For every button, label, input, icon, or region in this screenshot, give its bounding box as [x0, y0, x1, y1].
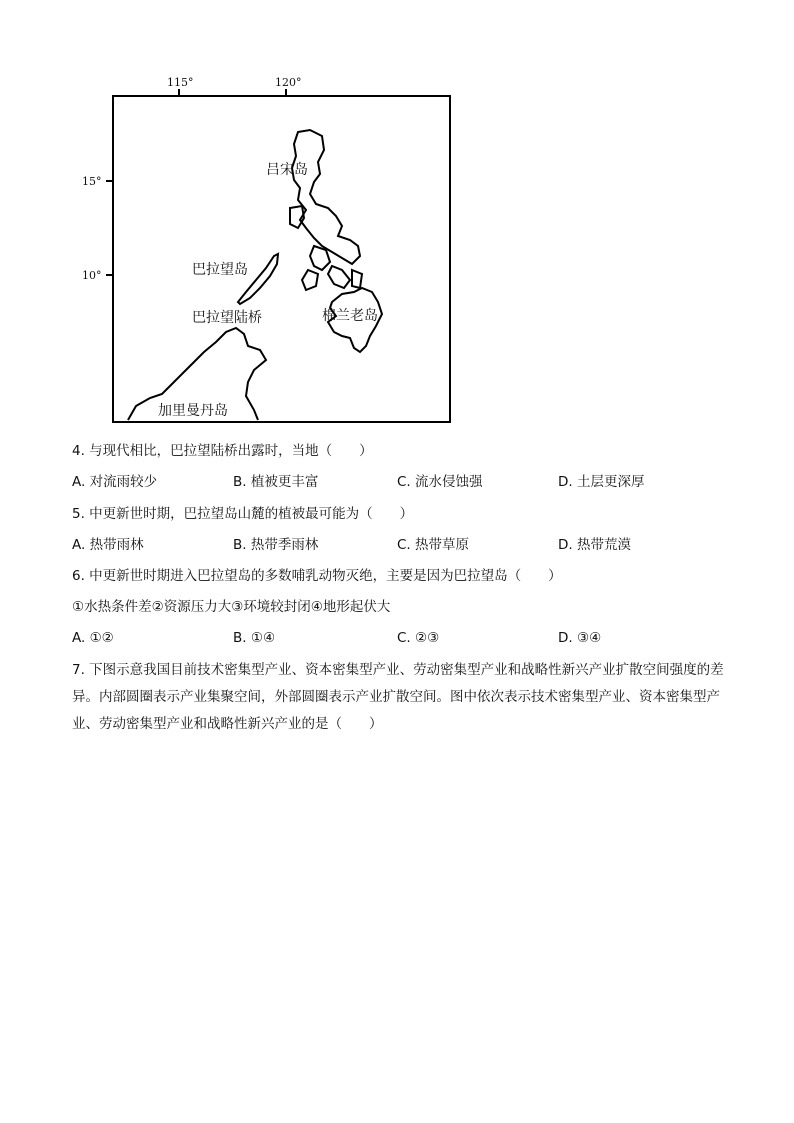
- question-7-stem: 7. 下图示意我国目前技术密集型产业、资本密集型产业、劳动密集型产业和战略性新兴产业扩散空间强度的差异。内部圆圈表示产业集聚空间，外部圆圈表示产业扩散空间。图中依次表示技术密集型产业、资本密集型产业、劳动密集型产业和战略性新兴产业的是（ ）: [72, 662, 724, 732]
- label-palawan: 巴拉望岛: [192, 262, 248, 278]
- lat-tick-label-15: 15°: [82, 175, 102, 188]
- map-figure: [70, 70, 470, 430]
- luzon-island: [292, 130, 360, 264]
- question-6-option-b[interactable]: B. ①④: [233, 630, 276, 646]
- lat-tick-label-10: 10°: [82, 269, 102, 282]
- question-4-option-a[interactable]: A. 对流雨较少: [72, 474, 158, 490]
- map-frame: [113, 96, 450, 422]
- map-svg: [70, 70, 470, 430]
- visayas-island-4: [302, 270, 318, 290]
- question-4-option-b[interactable]: B. 植被更丰富: [233, 474, 319, 490]
- question-6-option-c[interactable]: C. ②③: [397, 630, 440, 646]
- question-6-option-d[interactable]: D. ③④: [558, 630, 602, 646]
- question-6-stem: 6. 中更新世时期进入巴拉望岛的多数哺乳动物灭绝，主要是因为巴拉望岛（ ）: [72, 568, 562, 584]
- question-5-stem: 5. 中更新世时期，巴拉望岛山麓的植被最可能为（ ）: [72, 506, 414, 522]
- question-5-option-b[interactable]: B. 热带季雨林: [233, 537, 319, 553]
- visayas-island-2: [328, 266, 350, 288]
- lon-tick-label-115: 115°: [167, 76, 194, 89]
- label-mindanao: 棉兰老岛: [322, 308, 378, 324]
- question-5-option-a[interactable]: A. 热带雨林: [72, 537, 144, 553]
- question-6-option-a[interactable]: A. ①②: [72, 630, 114, 646]
- question-5-option-d[interactable]: D. 热带荒漠: [558, 537, 631, 553]
- question-4-option-d[interactable]: D. 土层更深厚: [558, 474, 645, 490]
- label-luzon: 吕宋岛: [266, 162, 308, 178]
- label-kalimantan: 加里曼丹岛: [158, 403, 228, 419]
- question-6-statements: ①水热条件差②资源压力大③环境较封闭④地形起伏大: [72, 599, 391, 615]
- question-5-option-c[interactable]: C. 热带草原: [397, 537, 470, 553]
- visayas-island-3: [352, 270, 362, 288]
- label-land-bridge: 巴拉望陆桥: [192, 310, 262, 326]
- lon-tick-label-120: 120°: [275, 76, 302, 89]
- question-4-option-c[interactable]: C. 流水侵蚀强: [397, 474, 483, 490]
- question-4-stem: 4. 与现代相比，巴拉望陆桥出露时，当地（ ）: [72, 443, 373, 459]
